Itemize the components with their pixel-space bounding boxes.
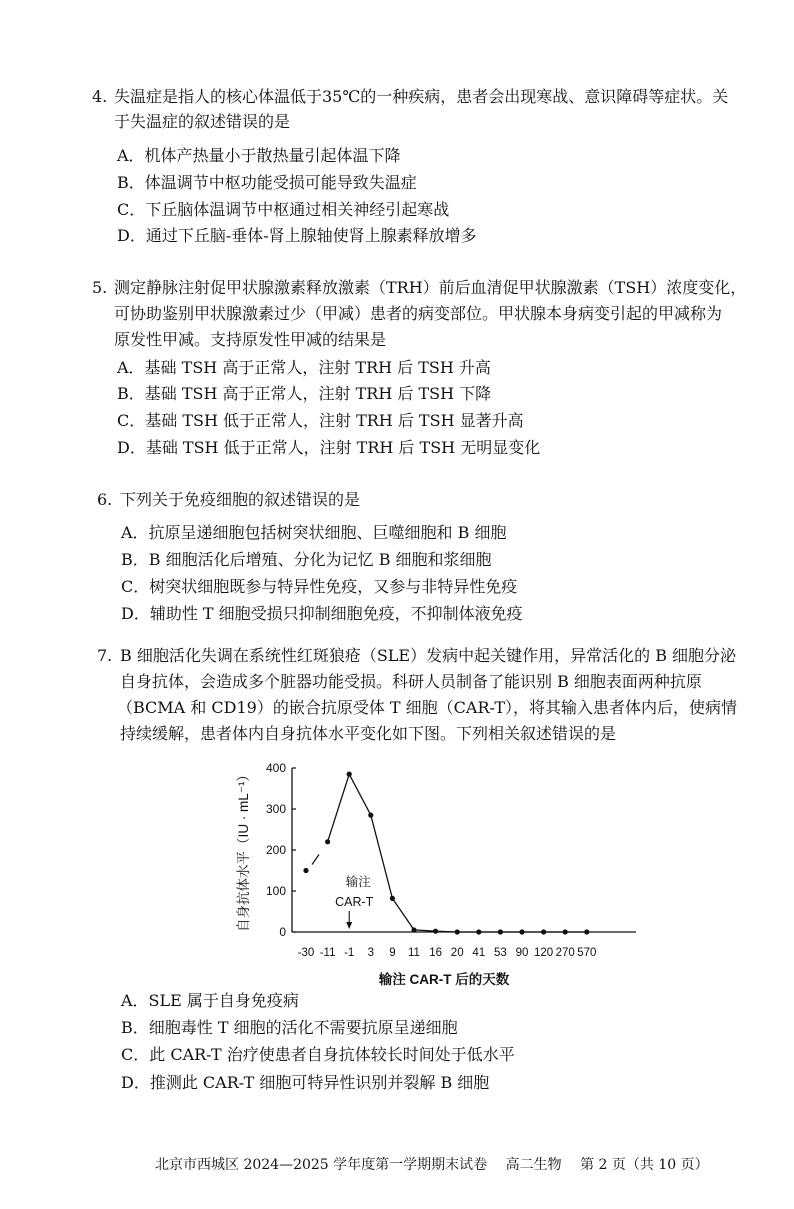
question-5-option-d: D．基础 TSH 低于正常人，注射 TRH 后 TSH 无明显变化 — [117, 438, 541, 457]
question-7-number: 7. — [97, 646, 113, 665]
annotation-line-1: 输注 — [345, 875, 371, 889]
question-6-option-b: B．B 细胞活化后增殖、分化为记忆 B 细胞和浆细胞 — [121, 550, 492, 569]
x-tick-label: 570 — [577, 947, 597, 959]
question-5-option-c: C．基础 TSH 低于正常人，注射 TRH 后 TSH 显著升高 — [117, 411, 524, 430]
data-point — [498, 929, 503, 934]
x-tick-label: 9 — [389, 947, 396, 959]
question-5-number: 5. — [92, 278, 108, 297]
data-point — [584, 929, 589, 934]
question-4-option-b: B．体温调节中枢功能受损可能导致失温症 — [117, 173, 417, 192]
data-point — [519, 929, 524, 934]
question-6-stem-line-1: 下列关于免疫细胞的叙述错误的是 — [120, 490, 361, 509]
data-point — [563, 929, 568, 934]
question-5-stem-line-3: 原发性甲减。支持原发性甲减的结果是 — [114, 330, 387, 349]
question-7-option-d: D．推测此 CAR-T 细胞可特异性识别并裂解 B 细胞 — [121, 1073, 490, 1092]
question-6-option-a: A．抗原呈递细胞包括树突状细胞、巨噬细胞和 B 细胞 — [121, 523, 507, 542]
x-tick-label: 53 — [494, 947, 507, 959]
data-point — [368, 813, 373, 818]
footer-subject: 高二生物 — [505, 1157, 562, 1173]
x-tick-label: 3 — [367, 947, 375, 959]
data-point — [303, 868, 308, 873]
x-tick-label: -11 — [319, 947, 336, 959]
footer-page-number: 第 2 页（共 10 页） — [580, 1157, 709, 1173]
x-tick-label: 20 — [450, 947, 464, 959]
annotation-arrow-head — [346, 922, 352, 929]
question-4-option-c: C．下丘脑体温调节中枢通过相关神经引起寒战 — [117, 200, 450, 219]
question-7-option-c: C．此 CAR-T 治疗使患者自身抗体较长时间处于低水平 — [121, 1045, 515, 1064]
data-point — [347, 772, 352, 777]
data-point — [541, 929, 546, 934]
y-tick-label: 200 — [265, 843, 286, 857]
axis-break-mark — [312, 855, 319, 865]
x-tick-label: 120 — [534, 947, 554, 959]
question-7-stem-line-4: 持续缓解，患者体内自身抗体水平变化如下图。下列相关叙述错误的是 — [120, 724, 617, 743]
footer-exam-title: 北京市西城区 2024—2025 学年度第一学期期末试卷 — [155, 1157, 488, 1173]
question-4-number: 4. — [92, 87, 108, 106]
y-tick-label: 300 — [265, 802, 286, 816]
data-point — [411, 927, 416, 932]
question-6-number: 6. — [97, 490, 113, 509]
question-5-stem-line-2: 可协助鉴别甲状腺激素过少（甲减）患者的病变部位。甲状腺本身病变引起的甲减称为 — [114, 304, 723, 323]
data-point — [325, 839, 330, 844]
data-point — [390, 896, 395, 901]
y-tick-label: 400 — [265, 761, 286, 775]
x-axis-label: 输注 CAR-T 后的天数 — [378, 972, 510, 987]
y-tick-label: 100 — [265, 884, 286, 898]
question-6-option-d: D．辅助性 T 细胞受损只抑制细胞免疫，不抑制体液免疫 — [121, 604, 523, 623]
x-tick-label: -30 — [297, 947, 315, 959]
y-axis-label: 自身抗体水平（IU · mL⁻¹） — [236, 768, 251, 932]
question-5-stem-line-1: 测定静脉注射促甲状腺激素释放激素（TRH）前后血清促甲状腺激素（TSH）浓度变化， — [114, 278, 747, 297]
question-5-option-a: A．基础 TSH 高于正常人，注射 TRH 后 TSH 升高 — [117, 358, 491, 377]
question-7-option-a: A．SLE 属于自身免疫病 — [121, 991, 299, 1010]
antibody-level-chart — [228, 752, 638, 992]
question-7-stem-line-2: 自身抗体，会造成多个脏器功能受损。科研人员制备了能识别 B 细胞表面两种抗原 — [120, 672, 702, 691]
question-7-stem-line-3: （BCMA 和 CD19）的嵌合抗原受体 T 细胞（CAR-T），将其输入患者体内后，使病情 — [117, 698, 738, 717]
question-4-option-d: D．通过下丘脑-垂体-肾上腺轴使肾上腺素释放增多 — [117, 226, 477, 245]
question-4-stem-line-2: 于失温症的叙述错误的是 — [114, 112, 291, 131]
x-tick-label: 41 — [472, 947, 486, 959]
x-tick-label: 16 — [429, 947, 442, 959]
x-tick-label: -1 — [344, 947, 355, 959]
x-tick-label: 11 — [408, 947, 420, 959]
data-point — [476, 929, 481, 934]
question-5-option-b: B．基础 TSH 高于正常人，注射 TRH 后 TSH 下降 — [117, 384, 492, 403]
data-point — [455, 929, 460, 934]
data-point — [433, 929, 438, 934]
question-7-stem-line-1: B 细胞活化失调在系统性红斑狼疮（SLE）发病中起关键作用，异常活化的 B 细胞分泌 — [120, 646, 737, 665]
page-footer — [155, 1154, 723, 1174]
question-4-option-a: A．机体产热量小于散热量引起体温下降 — [117, 146, 401, 165]
question-6-option-c: C．树突状细胞既参与特异性免疫，又参与非特异性免疫 — [121, 577, 518, 596]
question-4-stem-line-1: 失温症是指人的核心体温低于35℃的一种疾病，患者会出现寒战、意识障碍等症状。关 — [114, 87, 729, 106]
question-7-option-b: B．细胞毒性 T 细胞的活化不需要抗原呈递细胞 — [121, 1018, 458, 1037]
x-tick-label: 270 — [555, 947, 575, 959]
y-tick-label: 0 — [279, 925, 286, 939]
annotation-line-2: CAR-T — [335, 895, 374, 909]
x-tick-label: 90 — [515, 947, 529, 959]
